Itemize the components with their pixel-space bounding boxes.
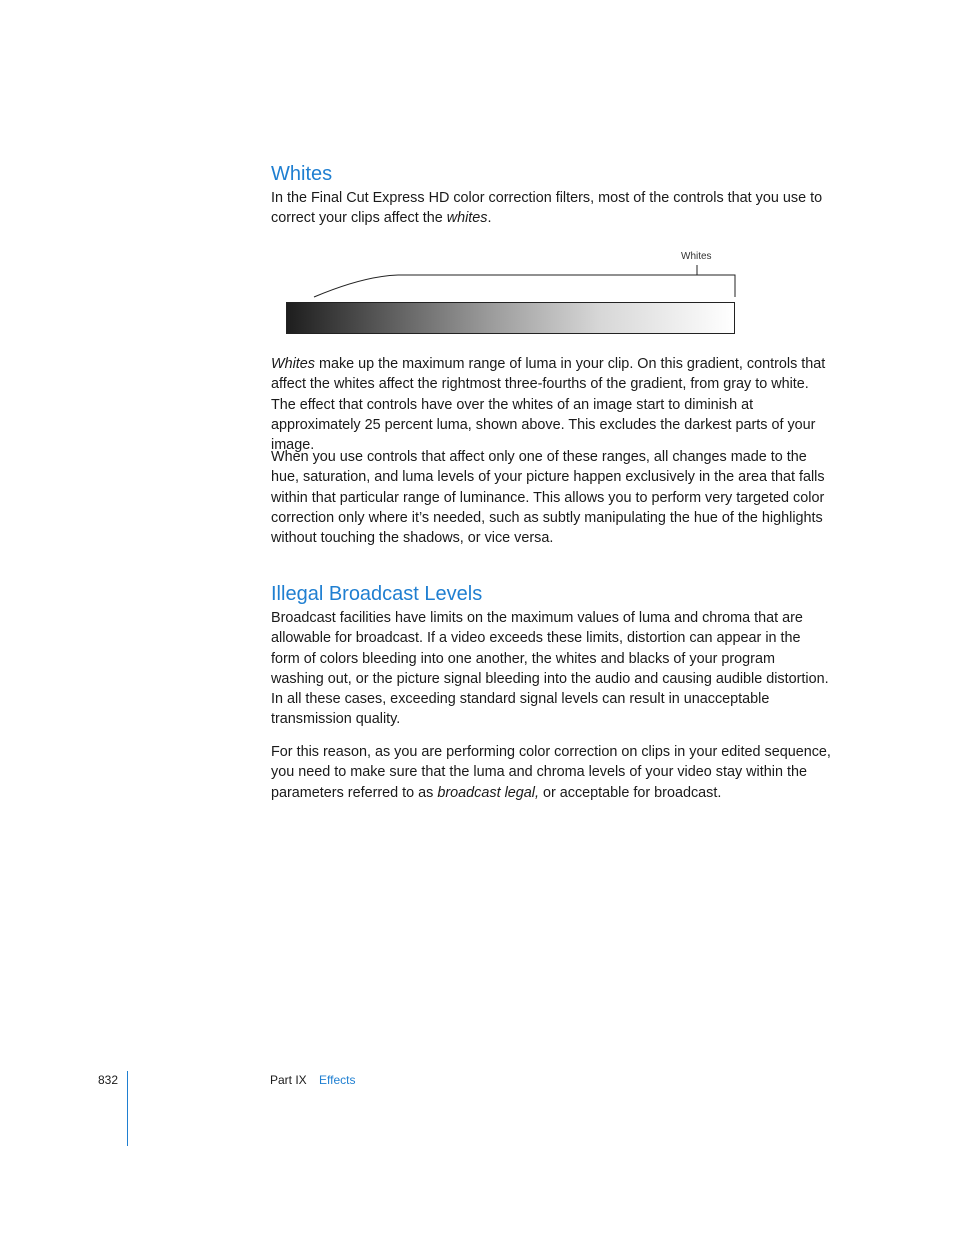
footer-part-title-link[interactable]: Effects <box>319 1073 356 1087</box>
section-title-whites: Whites <box>271 163 333 185</box>
illegal-paragraph-1: Broadcast facilities have limits on the maximum values of luma and chroma that are allowable for broadcast. If a video exceeds these limits, distortion can appear in the form of colors bleeding into one another, the whites and blacks of your program washing out, or the picture signal bleeding into the audio and causing audible distortion. In all these cases, exceeding standard signal levels can result in unacceptable transmission quality. <box>271 610 829 728</box>
illegal-paragraph-2: For this reason, as you are performing color correction on clips in your edited sequence, you need to make sure that the luma and chroma levels of your video stay within the parameters referred to as broadcast legal, or acceptable for broadcast. <box>271 744 831 801</box>
luma-gradient-bar <box>286 302 735 334</box>
whites-paragraph-2: When you use controls that affect only one of these ranges, all changes made to the hue, saturation, and luma levels of your picture happen exclusively in the area that falls within that particular range of luminance. This allows you to perform very targeted color correction only where it’s needed, such as subtly manipulating the hue of the highlights without touching the shadows, or vice versa. <box>271 449 825 547</box>
figure-label-whites: Whites <box>681 251 712 262</box>
page-number: 832 <box>98 1073 119 1087</box>
footer-part: Part IX <box>270 1073 307 1087</box>
footer-divider <box>127 1071 128 1146</box>
whites-paragraph-1: Whites make up the maximum range of luma in your clip. On this gradient, controls that affect the whites affect the rightmost three-fourths of the gradient, from gray to white. The effect that controls have over the whites of an image start to diminish at approximately 25 percent luma, shown above. This excludes the darkest parts of your image. <box>271 356 826 454</box>
whites-intro-paragraph: In the Final Cut Express HD color correction filters, most of the controls that you use to correct your clips affect the whites. <box>271 190 823 227</box>
section-title-illegal-broadcast-levels: Illegal Broadcast Levels <box>271 583 483 605</box>
